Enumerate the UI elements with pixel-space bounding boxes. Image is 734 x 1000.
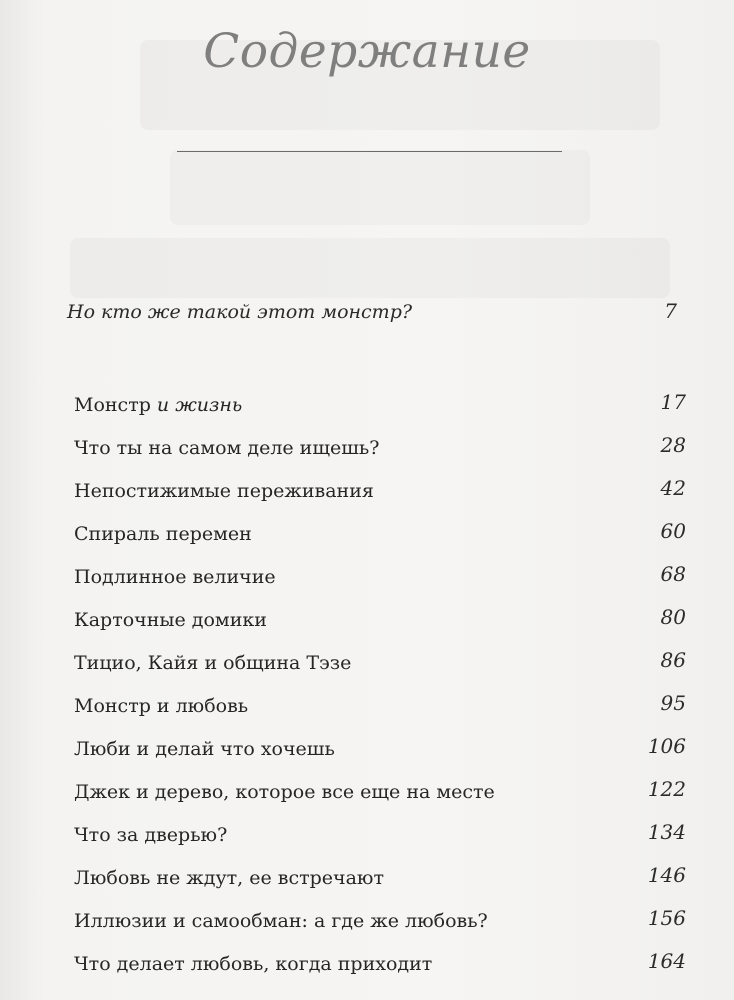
- toc-entry-title: Монстр и любовь: [74, 695, 249, 717]
- toc-entry-title: Что за дверью?: [74, 824, 228, 846]
- toc-entry: [74, 433, 686, 467]
- toc-entry-title: Спираль перемен: [74, 523, 252, 545]
- toc-entry-page: 156: [647, 906, 686, 930]
- page-title: Содержание: [203, 24, 531, 79]
- toc-entry-title: Люби и делай что хочешь: [74, 738, 335, 760]
- toc-entry-title: Монстр и жизнь: [74, 394, 243, 416]
- toc-entry: [74, 605, 686, 639]
- toc-intro-page: 7: [664, 299, 677, 323]
- toc-entry-page: 95: [660, 691, 686, 715]
- toc-entry-title: Что ты на самом деле ищешь?: [74, 437, 380, 459]
- toc-entry-title: Любовь не ждут, ее встречают: [74, 867, 384, 889]
- toc-entry-title: Тицио, Кайя и община Тэзе: [74, 652, 352, 674]
- toc-entry: [74, 777, 686, 811]
- toc-entry-page: 122: [647, 777, 686, 801]
- toc-entry: [74, 390, 686, 424]
- toc-entry-page: 106: [647, 734, 686, 758]
- toc-intro-entry: [67, 301, 677, 331]
- toc-entry-page: 68: [660, 562, 686, 586]
- toc-entry: [74, 476, 686, 510]
- toc-intro-title: Но кто же такой этот монстр?: [67, 301, 413, 323]
- toc-entry: [74, 906, 686, 940]
- toc-entry-page: 146: [647, 863, 686, 887]
- toc-entry: [74, 820, 686, 854]
- toc-entry: [74, 949, 686, 983]
- toc-entry-page: 86: [660, 648, 686, 672]
- toc-entry: [74, 648, 686, 682]
- toc-entry: [74, 734, 686, 768]
- toc-entry: [74, 519, 686, 553]
- show-through-shadow-2: [170, 150, 590, 225]
- toc-entry-page: 60: [660, 519, 686, 543]
- toc-entry-page: 42: [660, 476, 686, 500]
- toc-entry-title: Непостижимые переживания: [74, 480, 374, 502]
- toc-entry-title: Джек и дерево, которое все еще на месте: [74, 781, 495, 803]
- toc-entry-page: 134: [647, 820, 686, 844]
- toc-entry-page: 17: [660, 390, 686, 414]
- toc-entry-title: Что делает любовь, когда приходит: [74, 953, 433, 975]
- toc-entry-title: Иллюзии и самообман: а где же любовь?: [74, 910, 488, 932]
- toc-entry-page: 28: [660, 433, 686, 457]
- toc-entry-title: Подлинное величие: [74, 566, 276, 588]
- toc-entry: [74, 562, 686, 596]
- toc-entry: [74, 863, 686, 897]
- toc-entry-title: Карточные домики: [74, 609, 267, 631]
- toc-entry-page: 164: [647, 949, 686, 973]
- toc-entry: [74, 691, 686, 725]
- toc-entry-page: 80: [660, 605, 686, 629]
- title-divider: [177, 151, 562, 152]
- show-through-shadow-3: [70, 238, 670, 298]
